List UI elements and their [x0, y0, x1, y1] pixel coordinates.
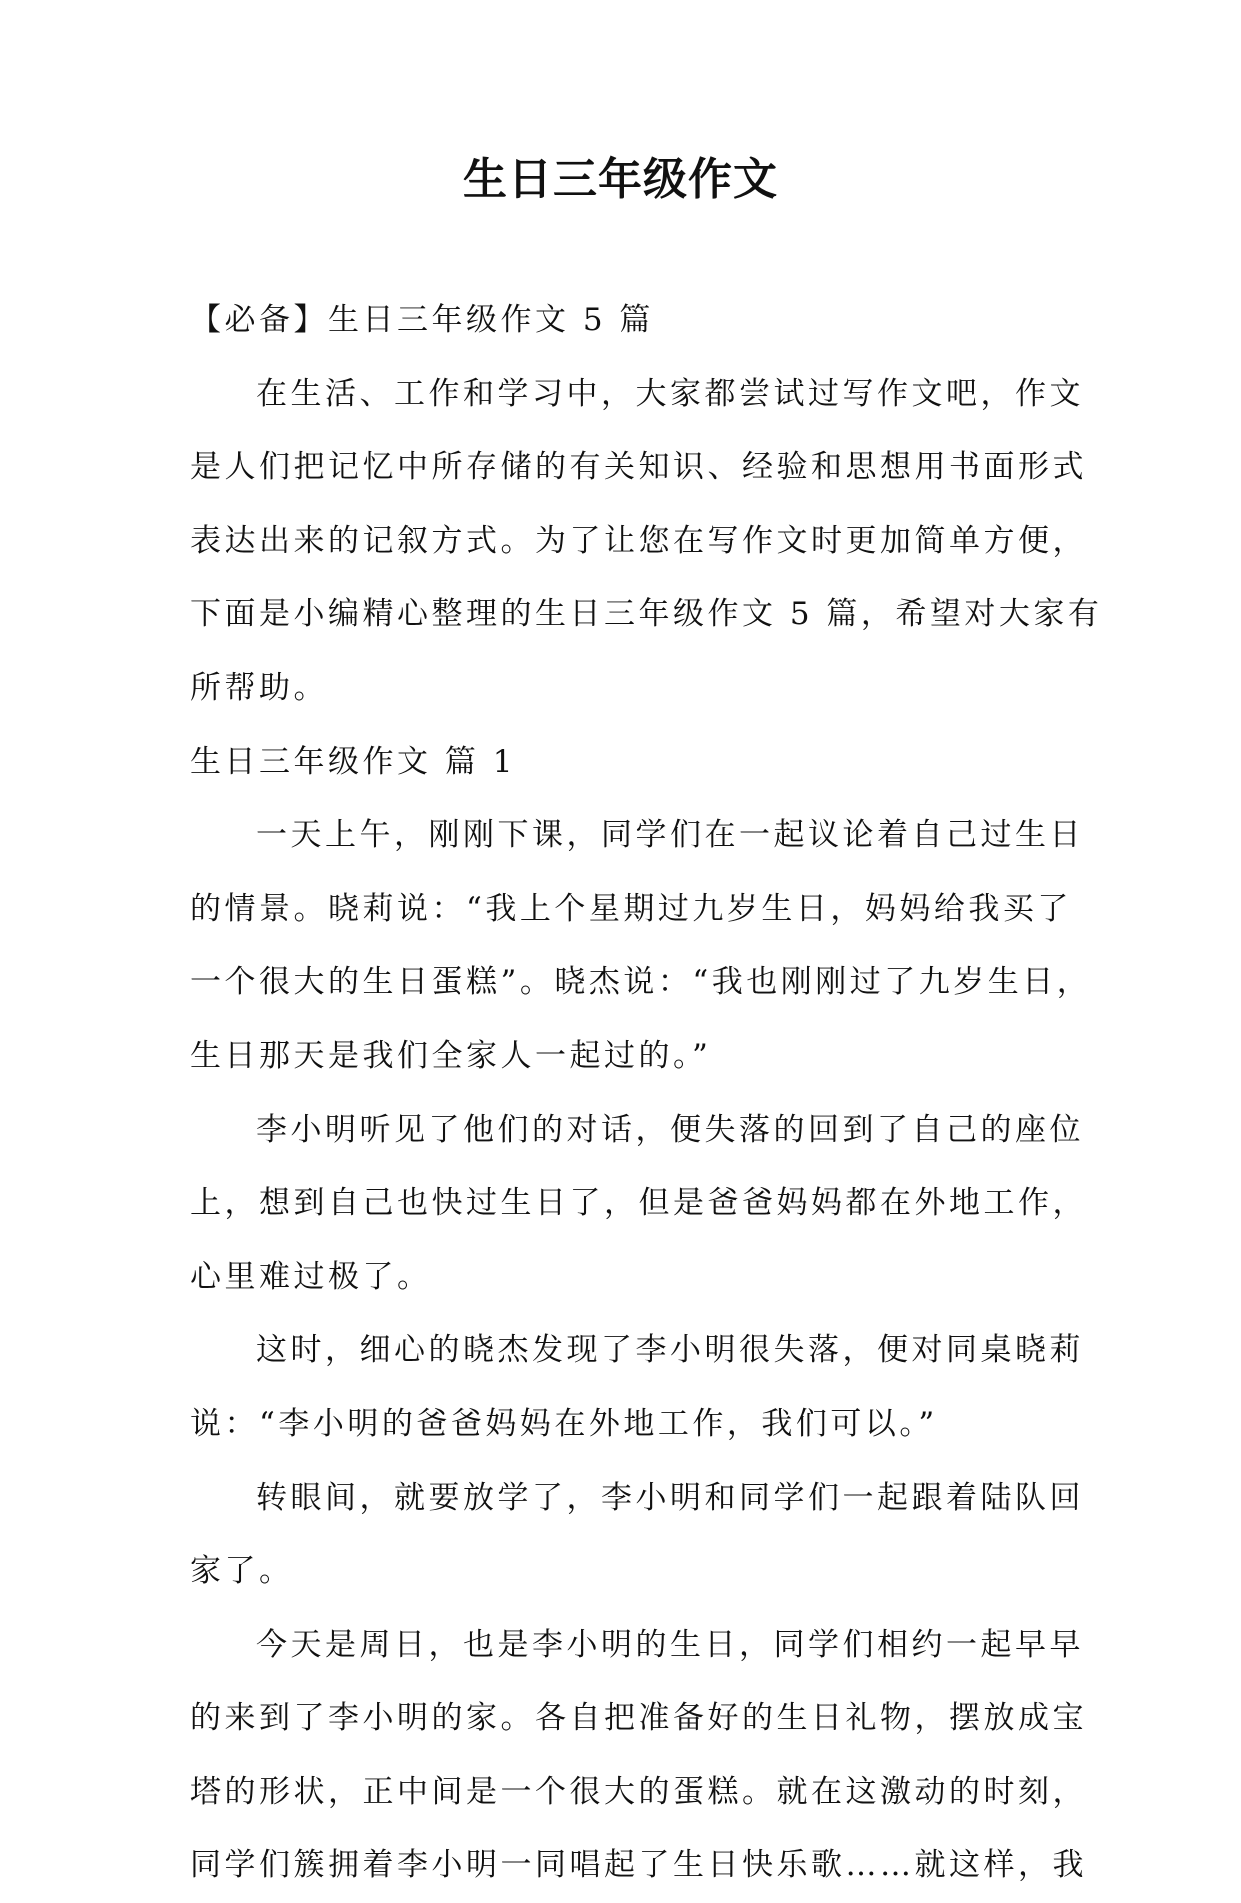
- text-line: 的情景。晓莉说：“我上个星期过九岁生日，妈妈给我买了: [190, 890, 1072, 927]
- text-line: 一天上午，刚刚下课，同学们在一起议论着自己过生日: [256, 817, 1084, 854]
- text-line: 下面是小编精心整理的生日三年级作文 5 篇，希望对大家有: [190, 596, 1103, 633]
- text-line: 说：“李小明的爸爸妈妈在外地工作，我们可以。”: [190, 1405, 938, 1442]
- text-line: 一个很大的生日蛋糕”。晓杰说：“我也刚刚过了九岁生日，: [190, 964, 1092, 1001]
- text-line: 生日那天是我们全家人一起过的。”: [190, 1037, 712, 1074]
- text-line: 今天是周日，也是李小明的生日，同学们相约一起早早: [256, 1626, 1084, 1663]
- text-line: 上，想到自己也快过生日了，但是爸爸妈妈都在外地工作，: [190, 1185, 1087, 1222]
- text-line: 转眼间，就要放学了，李小明和同学们一起跟着陆队回: [256, 1479, 1084, 1516]
- text-line: 李小明听见了他们的对话，便失落的回到了自己的座位: [256, 1111, 1084, 1148]
- text-line: 同学们簇拥着李小明一同唱起了生日快乐歌……就这样，我: [190, 1847, 1087, 1884]
- text-line: 塔的形状，正中间是一个很大的蛋糕。就在这激动的时刻，: [190, 1773, 1087, 1810]
- document-title: 生日三年级作文: [463, 154, 778, 205]
- text-line: 表达出来的记叙方式。为了让您在写作文时更加简单方便，: [190, 522, 1087, 559]
- text-line: 是人们把记忆中所存储的有关知识、经验和思想用书面形式: [190, 449, 1087, 486]
- text-line: 心里难过极了。: [190, 1258, 432, 1295]
- text-line: 所帮助。: [190, 669, 328, 706]
- text-line: 生日三年级作文 篇 1: [190, 743, 516, 780]
- document-body: [190, 284, 1103, 1903]
- text-line: 这时，细心的晓杰发现了李小明很失落，便对同桌晓莉: [256, 1332, 1084, 1369]
- text-line: 【必备】生日三年级作文 5 篇: [190, 302, 654, 338]
- text-line: 家了。: [190, 1553, 294, 1590]
- text-line: 的来到了李小明的家。各自把准备好的生日礼物，摆放成宝: [190, 1700, 1087, 1737]
- text-line: 在生活、工作和学习中，大家都尝试过写作文吧，作文: [256, 375, 1084, 412]
